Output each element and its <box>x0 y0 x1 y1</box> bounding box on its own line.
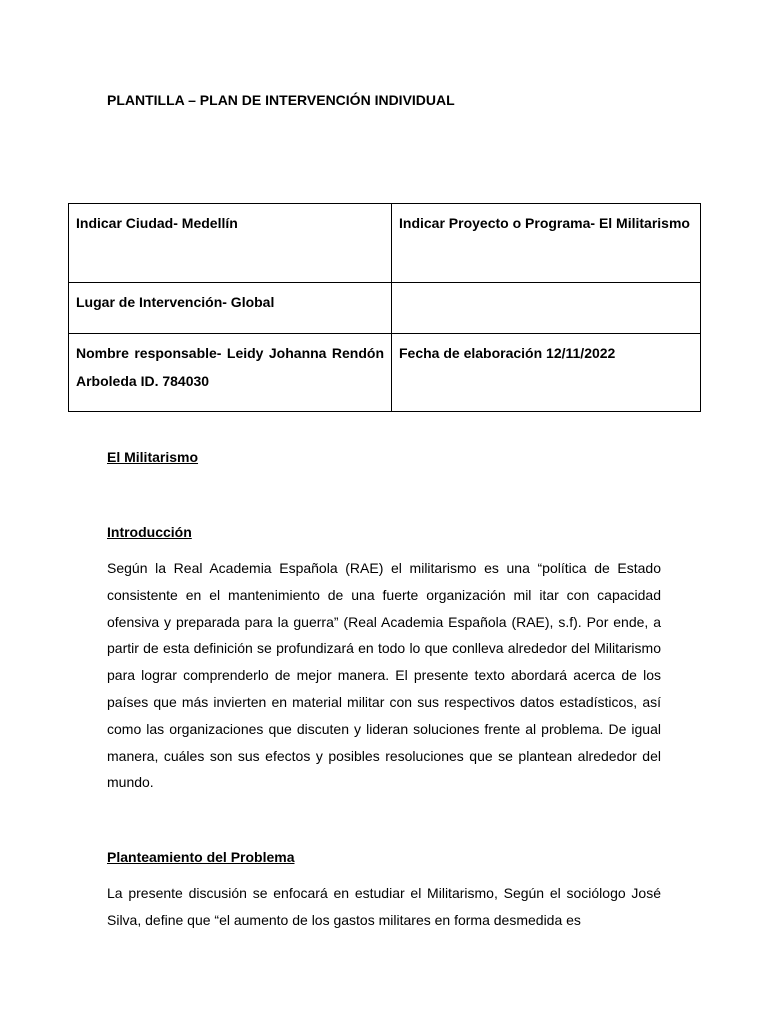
project-cell: Indicar Proyecto o Programa- El Militarismo <box>392 204 701 283</box>
intervention-info-table <box>68 203 701 412</box>
table-row <box>69 334 701 412</box>
table-row <box>69 204 701 283</box>
city-cell: Indicar Ciudad- Medellín <box>69 204 392 283</box>
responsible-cell: Nombre responsable- Leidy Johanna Rendón Arboleda ID. 784030 <box>69 334 392 412</box>
problem-heading: Planteamiento del Problema <box>107 849 295 865</box>
document-title: PLANTILLA – PLAN DE INTERVENCIÓN INDIVIDUAL <box>107 92 455 108</box>
problem-paragraph: La presente discusión se enfocará en estudiar el Militarismo, Según el sociólogo José Silva, define que “el aumento de los gastos militares en forma desmedida es <box>107 885 661 928</box>
place-cell: Lugar de Intervención- Global <box>69 283 392 334</box>
table-row <box>69 283 701 334</box>
empty-cell <box>392 283 701 334</box>
date-cell: Fecha de elaboración 12/11/2022 <box>392 334 701 412</box>
introduction-paragraph: Según la Real Academia Española (RAE) el militarismo es una “política de Estado consistente en el mantenimiento de una fuerte organización mil itar con capacidad ofensiva y preparada para la guerra” (Real Academia Española (RAE), s.f). Por ende, a partir de esta definición se profundizará en todo lo que conlleva alrededor del Militarismo para lograr comprenderlo de mejor manera. El presente texto abordará acerca de los países que más invierten en material militar con sus respectivos datos estadísticos, así como las organizaciones que discuten y lideran soluciones frente al problema. De igual manera, cuáles son sus efectos y posibles resoluciones que se plantean alrededor del mundo. <box>107 560 661 791</box>
topic-heading: El Militarismo <box>107 449 199 465</box>
introduction-heading: Introducción <box>107 524 192 540</box>
